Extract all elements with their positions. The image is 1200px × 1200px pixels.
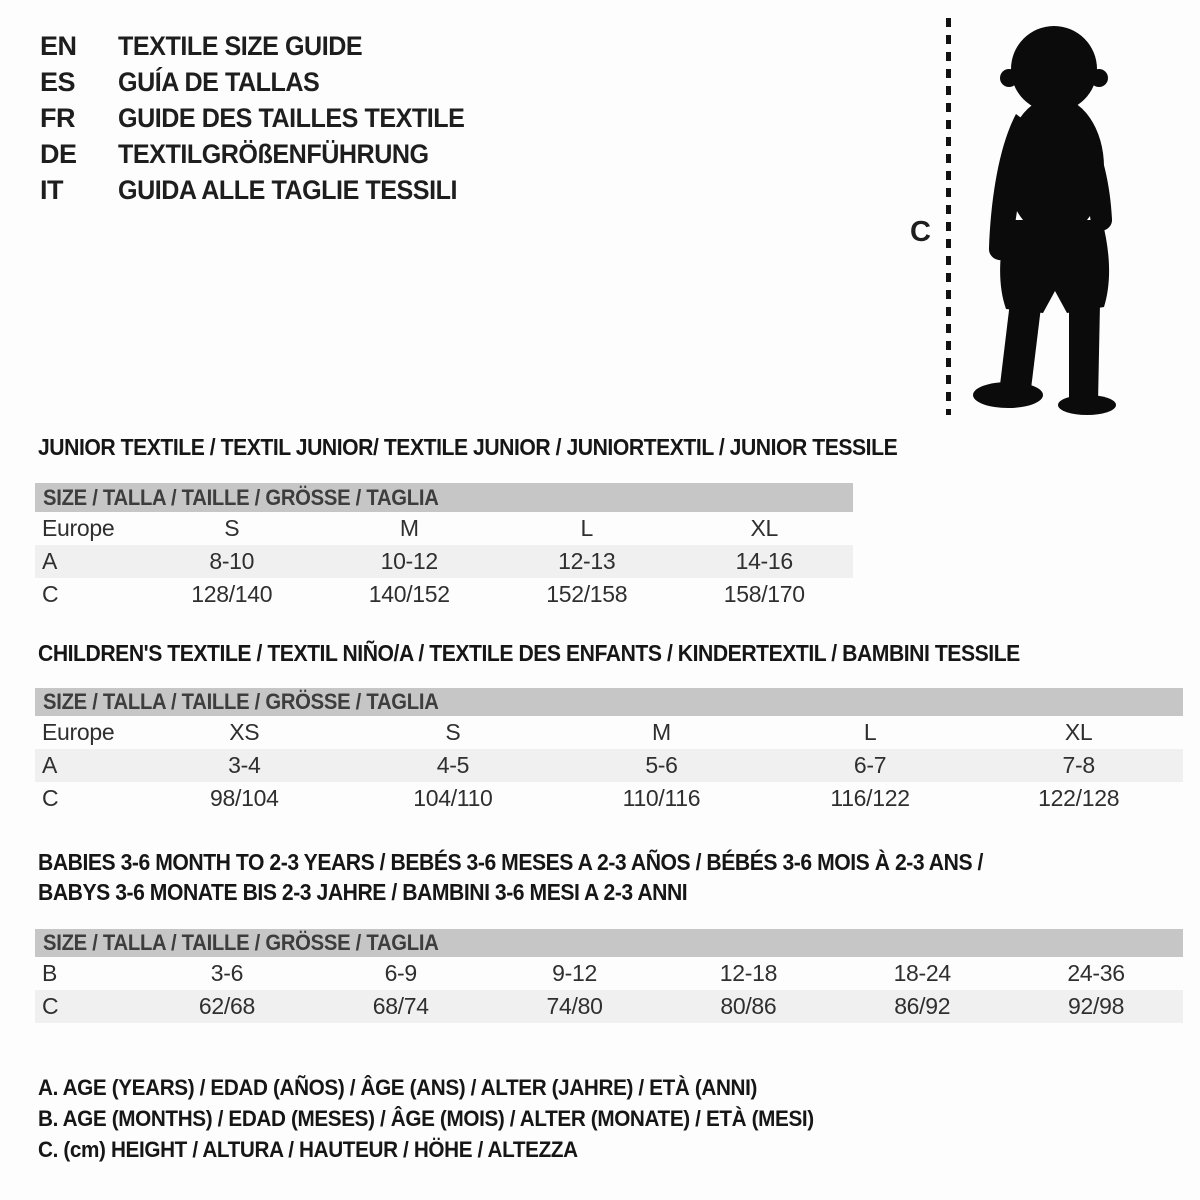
language-title: GUIDE DES TAILLES TEXTILE [118,102,465,133]
row-label: Europe [42,719,115,745]
cell-value: M [652,719,671,745]
table-row [35,957,1183,990]
cell-value: 3-4 [228,752,261,778]
height-dashed-line [946,18,951,415]
table-row [35,990,1183,1023]
cell-value: 98/104 [210,785,279,811]
size-header-bar [35,688,1183,716]
language-row [40,28,491,64]
row-label: Europe [42,515,115,541]
cell-value: 12-13 [558,548,616,574]
legend-line-a [38,1072,881,1103]
cell-value: 152/158 [546,581,628,607]
row-label: C [42,581,59,607]
cell-value: XL [1064,719,1093,745]
cell-value: S [445,719,461,745]
cell-value: 8-10 [209,548,255,574]
size-header-text: SIZE / TALLA / TAILLE / GRÖSSE / TAGLIA [43,484,439,510]
cell-value: S [224,515,240,541]
size-header-bar [35,483,853,512]
cell-value: XL [750,515,779,541]
cell-value: M [399,515,419,541]
size-header-text: SIZE / TALLA / TAILLE / GRÖSSE / TAGLIA [43,930,439,955]
language-title: TEXTILGRÖßENFÜHRUNG [118,138,429,169]
cell-value: 10-12 [380,548,438,574]
cell-value: L [863,719,877,745]
measure-legend [38,1072,881,1165]
cell-value: 6-9 [384,960,417,986]
children-size-table [35,688,1183,815]
cell-value: 104/110 [413,785,493,811]
legend-line-b [38,1103,881,1134]
legend-line-c [38,1134,881,1165]
row-label: A [42,548,58,574]
row-label: B [42,960,58,986]
cell-value: L [580,515,593,541]
cell-value: 12-18 [719,960,778,986]
row-label: C [42,993,59,1019]
language-row [40,64,491,100]
cell-value: 62/68 [198,993,255,1019]
table-row [35,512,853,545]
cell-value: 6-7 [853,752,887,778]
cell-value: 80/86 [720,993,777,1019]
cell-value: 18-24 [893,960,951,986]
cell-value: 122/128 [1038,785,1120,811]
language-code: EN [40,30,77,61]
language-row [40,136,491,172]
table-row [35,545,853,578]
row-label: A [42,752,58,778]
table-row [35,716,1183,749]
cell-value: 4-5 [436,752,470,778]
section-title-babies-line2: BABYS 3-6 MONATE BIS 2-3 JAHRE / BAMBINI 3-6 MESI A 2-3 ANNI [38,879,688,905]
language-title: GUIDA ALLE TAGLIE TESSILI [118,174,457,205]
cell-value: 14-16 [735,548,793,574]
language-list [40,28,491,208]
toddler-silhouette-icon [962,12,1152,416]
cell-value: 5-6 [645,752,678,778]
section-title-babies-line1: BABIES 3-6 MONTH TO 2-3 YEARS / BEBÉS 3-6 MESES A 2-3 AÑOS / BÉBÉS 3-6 MOIS À 2-3 ANS / [38,849,983,875]
cell-value: 92/98 [1068,993,1125,1019]
junior-size-table [35,483,853,611]
cell-value: 128/140 [191,581,273,607]
cell-value: 7-8 [1062,752,1095,778]
section-title-children: CHILDREN'S TEXTILE / TEXTIL NIÑO/A / TEXTILE DES ENFANTS / KINDERTEXTIL / BAMBINI TESSILE [38,640,1020,666]
language-row [40,100,491,136]
cell-value: XS [229,719,260,745]
cell-value: 110/116 [622,785,701,811]
cell-value: 68/74 [372,993,429,1019]
legend-text: B. AGE (MONTHS) / EDAD (MESES) / ÂGE (MOIS) / ALTER (MONATE) / ETÀ (MESI) [38,1105,814,1131]
row-label: C [42,785,59,811]
language-code: ES [40,66,76,97]
size-header-text: SIZE / TALLA / TAILLE / GRÖSSE / TAGLIA [43,689,439,714]
table-row [35,578,853,611]
cell-value: 86/92 [894,993,951,1019]
cell-value: 158/170 [723,581,805,607]
size-header-bar [35,929,1183,957]
language-code: IT [40,174,63,205]
cell-value: 9-12 [552,960,597,986]
language-code: FR [40,102,75,133]
cell-value: 24-36 [1067,960,1125,986]
table-row [35,749,1183,782]
height-measure-label: C [910,216,931,248]
babies-size-table [35,929,1183,1023]
cell-value: 3-6 [210,960,244,986]
section-title-junior: JUNIOR TEXTILE / TEXTIL JUNIOR/ TEXTILE JUNIOR / JUNIORTEXTIL / JUNIOR TESSILE [38,434,898,460]
language-title: GUÍA DE TALLAS [118,66,320,97]
table-row [35,782,1183,815]
legend-text: C. (cm) HEIGHT / ALTURA / HAUTEUR / HÖHE / ALTEZZA [38,1136,578,1162]
language-row [40,172,491,208]
cell-value: 74/80 [546,993,603,1019]
cell-value: 140/152 [368,581,450,607]
cell-value: 116/122 [830,785,910,811]
language-title: TEXTILE SIZE GUIDE [118,30,363,61]
legend-text: A. AGE (YEARS) / EDAD (AÑOS) / ÂGE (ANS) / ALTER (JAHRE) / ETÀ (ANNI) [38,1074,758,1100]
language-code: DE [40,138,77,169]
